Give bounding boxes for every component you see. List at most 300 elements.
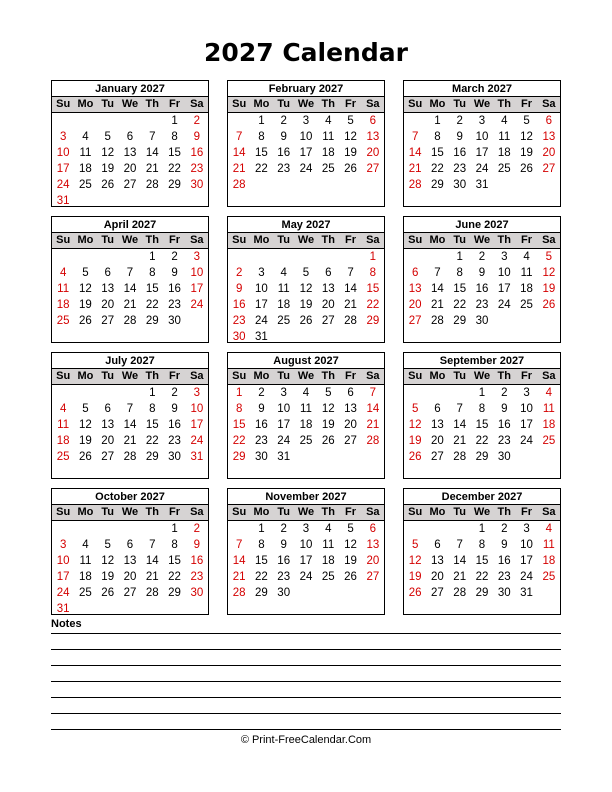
day-cell: 17: [497, 283, 511, 295]
day-cell: 18: [299, 419, 313, 431]
day-cell: 7: [149, 539, 156, 551]
day-cell: 15: [366, 283, 380, 295]
day-cell: 25: [321, 163, 335, 175]
day-cell: 21: [232, 571, 246, 583]
empty-day-cell: [228, 249, 250, 265]
day-cell: 20: [366, 555, 380, 567]
day-cell: 24: [520, 571, 533, 583]
notes-line: [51, 681, 561, 682]
day-cell: 19: [408, 571, 422, 583]
day-cell: 28: [232, 179, 246, 191]
weekday-label: Th: [145, 98, 159, 110]
day-cell: 27: [123, 587, 137, 599]
day-cell: 31: [56, 195, 70, 207]
day-cell: 14: [408, 147, 422, 159]
day-cell: 25: [56, 315, 70, 327]
day-cell: 25: [321, 571, 335, 583]
weekday-label: Mo: [77, 370, 94, 382]
day-cell: 13: [542, 131, 556, 143]
day-cell: 19: [408, 435, 422, 447]
day-cell: 4: [545, 387, 553, 399]
day-cell: 20: [344, 419, 357, 431]
day-cell: 30: [475, 315, 489, 327]
day-cell: 12: [344, 539, 357, 551]
day-grid: [404, 521, 560, 601]
day-cell: 20: [366, 147, 380, 159]
day-grid: [404, 385, 560, 465]
day-cell: 14: [145, 147, 159, 159]
day-cell: 22: [232, 435, 246, 447]
day-cell: 26: [101, 179, 115, 191]
empty-day-cell: [97, 113, 119, 129]
day-cell: 28: [344, 315, 357, 327]
day-cell: 8: [149, 403, 156, 415]
day-cell: 26: [408, 587, 422, 599]
weekday-label: We: [473, 370, 491, 382]
day-cell: 18: [79, 571, 92, 583]
weekday-label: Su: [56, 370, 71, 382]
day-cell: 25: [79, 179, 92, 191]
day-cell: 25: [520, 299, 533, 311]
day-cell: 14: [123, 419, 137, 431]
day-cell: 23: [277, 571, 291, 583]
day-cell: 25: [542, 435, 556, 447]
day-cell: 24: [255, 315, 268, 327]
day-cell: 8: [369, 267, 377, 279]
weekday-label: Th: [497, 506, 511, 518]
day-cell: 12: [520, 131, 533, 143]
day-cell: 21: [123, 435, 137, 447]
weekday-label: Th: [145, 370, 159, 382]
day-cell: 6: [126, 539, 134, 551]
day-cell: 1: [171, 523, 178, 535]
weekday-label: Mo: [429, 370, 446, 382]
weekday-header: [52, 233, 208, 249]
weekday-label: Tu: [101, 370, 115, 382]
day-grid: [228, 521, 384, 601]
day-cell: 1: [258, 115, 265, 127]
notes-line: [51, 649, 561, 650]
day-cell: 15: [232, 419, 246, 431]
day-cell: 3: [258, 267, 265, 279]
day-cell: 8: [434, 131, 441, 143]
day-cell: 4: [325, 523, 332, 535]
day-cell: 24: [497, 299, 511, 311]
day-cell: 2: [280, 523, 287, 535]
day-cell: 18: [497, 147, 511, 159]
day-cell: 3: [302, 115, 310, 127]
day-cell: 7: [411, 131, 419, 143]
day-cell: 17: [299, 147, 313, 159]
weekday-label: Th: [321, 506, 335, 518]
month-title: February 2027: [228, 81, 384, 97]
day-cell: 6: [411, 267, 419, 279]
empty-day-cell: [97, 385, 119, 401]
weekday-label: Su: [56, 234, 71, 246]
day-cell: 2: [171, 251, 178, 263]
notes-line: [51, 665, 561, 666]
day-cell: 23: [255, 435, 268, 447]
day-cell: 9: [456, 131, 463, 143]
weekday-label: Su: [408, 370, 423, 382]
day-cell: 1: [258, 523, 265, 535]
day-cell: 14: [453, 555, 467, 567]
day-cell: 24: [475, 163, 489, 175]
day-cell: 3: [280, 387, 287, 399]
day-cell: 2: [478, 251, 486, 263]
day-cell: 1: [171, 115, 178, 127]
day-cell: 21: [366, 419, 380, 431]
month-calendar-december: [403, 488, 561, 615]
weekday-label: Sa: [190, 234, 204, 246]
day-cell: 6: [434, 539, 441, 551]
day-cell: 12: [101, 147, 115, 159]
day-cell: 28: [145, 587, 159, 599]
day-cell: 2: [193, 523, 201, 535]
day-cell: 5: [411, 539, 419, 551]
weekday-label: We: [473, 506, 491, 518]
day-cell: 3: [501, 251, 508, 263]
day-cell: 24: [299, 163, 313, 175]
day-cell: 10: [520, 403, 533, 415]
day-cell: 16: [277, 555, 291, 567]
day-cell: 15: [168, 555, 181, 567]
day-cell: 12: [344, 131, 357, 143]
weekday-label: Tu: [101, 506, 115, 518]
day-cell: 5: [325, 387, 332, 399]
day-cell: 27: [123, 179, 137, 191]
day-cell: 14: [123, 283, 137, 295]
day-cell: 17: [277, 419, 291, 431]
day-cell: 19: [299, 299, 313, 311]
day-cell: 16: [277, 147, 291, 159]
day-cell: 9: [171, 267, 178, 279]
day-grid: [52, 113, 208, 209]
weekday-label: Fr: [345, 234, 357, 246]
weekday-label: Fr: [169, 234, 181, 246]
day-cell: 2: [171, 387, 178, 399]
day-cell: 11: [277, 283, 290, 295]
day-cell: 31: [255, 331, 268, 343]
weekday-header: [52, 505, 208, 521]
month-title: May 2027: [228, 217, 384, 233]
day-cell: 28: [366, 435, 380, 447]
day-cell: 26: [299, 315, 313, 327]
day-cell: 8: [235, 403, 243, 415]
empty-day-cell: [426, 385, 448, 401]
day-cell: 8: [149, 267, 156, 279]
day-cell: 4: [59, 267, 67, 279]
day-grid: [228, 249, 384, 345]
day-cell: 14: [366, 403, 380, 415]
weekday-label: Su: [232, 98, 247, 110]
day-cell: 17: [190, 283, 204, 295]
day-cell: 10: [520, 539, 533, 551]
day-cell: 7: [126, 403, 134, 415]
day-cell: 27: [344, 435, 357, 447]
day-cell: 20: [542, 147, 556, 159]
day-cell: 7: [456, 403, 463, 415]
day-cell: 20: [123, 571, 137, 583]
day-cell: 22: [453, 299, 467, 311]
day-cell: 5: [302, 267, 310, 279]
day-cell: 30: [277, 587, 291, 599]
weekday-label: Fr: [169, 98, 181, 110]
page-title: 2027 Calendar: [204, 38, 408, 67]
day-cell: 13: [408, 283, 422, 295]
day-cell: 24: [520, 435, 533, 447]
weekday-label: We: [297, 370, 315, 382]
day-cell: 18: [56, 299, 70, 311]
empty-day-cell: [74, 385, 96, 401]
day-cell: 13: [101, 419, 115, 431]
day-cell: 21: [431, 299, 444, 311]
weekday-label: Th: [145, 234, 159, 246]
day-cell: 5: [82, 403, 89, 415]
day-cell: 30: [497, 451, 511, 463]
weekday-label: Fr: [521, 98, 533, 110]
day-cell: 29: [168, 587, 181, 599]
day-cell: 5: [82, 267, 89, 279]
day-cell: 19: [79, 299, 92, 311]
day-cell: 31: [190, 451, 204, 463]
day-cell: 30: [190, 179, 204, 191]
day-cell: 26: [344, 163, 357, 175]
day-cell: 16: [190, 147, 204, 159]
day-cell: 15: [453, 283, 467, 295]
weekday-label: Mo: [253, 234, 270, 246]
day-cell: 1: [149, 251, 156, 263]
calendar-grid: [51, 80, 561, 615]
day-cell: 11: [542, 539, 555, 551]
weekday-label: Sa: [190, 98, 204, 110]
weekday-label: Tu: [277, 506, 291, 518]
day-cell: 16: [232, 299, 246, 311]
day-cell: 19: [321, 419, 335, 431]
month-calendar-october: [51, 488, 209, 615]
day-cell: 23: [475, 299, 489, 311]
day-cell: 29: [366, 315, 380, 327]
day-cell: 4: [59, 403, 67, 415]
day-cell: 21: [408, 163, 422, 175]
weekday-label: Tu: [453, 370, 467, 382]
weekday-label: Su: [232, 506, 247, 518]
weekday-label: Tu: [101, 234, 115, 246]
empty-day-cell: [228, 113, 250, 129]
month-title: November 2027: [228, 489, 384, 505]
day-cell: 15: [255, 147, 268, 159]
day-cell: 6: [325, 267, 332, 279]
day-cell: 10: [299, 539, 313, 551]
day-cell: 3: [478, 115, 486, 127]
day-cell: 29: [453, 315, 467, 327]
day-cell: 12: [101, 555, 115, 567]
footer-credit: © Print-FreeCalendar.Com: [240, 734, 372, 746]
day-cell: 15: [431, 147, 444, 159]
day-cell: 13: [366, 539, 380, 551]
day-cell: 20: [123, 163, 137, 175]
day-cell: 19: [344, 147, 357, 159]
day-cell: 29: [475, 451, 489, 463]
day-cell: 19: [79, 435, 92, 447]
empty-day-cell: [317, 249, 339, 265]
weekday-label: Su: [232, 234, 247, 246]
weekday-label: Tu: [101, 98, 115, 110]
day-cell: 28: [453, 451, 467, 463]
weekday-header: [228, 369, 384, 385]
day-cell: 15: [145, 419, 159, 431]
weekday-header: [228, 97, 384, 113]
empty-day-cell: [426, 521, 448, 537]
weekday-label: Th: [497, 98, 511, 110]
weekday-label: Mo: [77, 234, 94, 246]
weekday-label: Su: [56, 98, 71, 110]
weekday-label: Mo: [253, 370, 270, 382]
day-cell: 29: [145, 315, 159, 327]
day-cell: 9: [501, 539, 508, 551]
day-cell: 22: [255, 163, 268, 175]
day-cell: 6: [104, 267, 111, 279]
day-cell: 29: [475, 587, 489, 599]
empty-day-cell: [250, 249, 272, 265]
day-cell: 11: [57, 283, 70, 295]
day-cell: 5: [104, 539, 111, 551]
day-cell: 11: [57, 419, 70, 431]
day-cell: 16: [497, 419, 511, 431]
day-cell: 17: [520, 555, 533, 567]
day-cell: 28: [123, 315, 137, 327]
day-cell: 12: [79, 419, 92, 431]
day-cell: 21: [232, 163, 246, 175]
day-cell: 25: [56, 451, 70, 463]
day-cell: 20: [321, 299, 335, 311]
day-cell: 22: [475, 571, 489, 583]
day-cell: 22: [431, 163, 444, 175]
day-cell: 31: [520, 587, 533, 599]
month-calendar-november: [227, 488, 385, 615]
day-cell: 13: [344, 403, 357, 415]
day-cell: 6: [347, 387, 354, 399]
day-cell: 9: [280, 539, 287, 551]
day-cell: 19: [542, 283, 556, 295]
day-cell: 11: [79, 555, 92, 567]
day-cell: 27: [542, 163, 556, 175]
day-cell: 17: [190, 419, 204, 431]
empty-day-cell: [119, 113, 141, 129]
day-cell: 4: [82, 539, 89, 551]
day-cell: 13: [366, 131, 380, 143]
day-cell: 27: [431, 451, 444, 463]
weekday-header: [404, 505, 560, 521]
day-cell: 18: [79, 163, 92, 175]
day-cell: 18: [56, 435, 70, 447]
weekday-header: [404, 97, 560, 113]
weekday-label: Fr: [345, 506, 357, 518]
day-cell: 12: [408, 419, 422, 431]
day-cell: 29: [232, 451, 246, 463]
day-cell: 5: [347, 523, 354, 535]
day-cell: 2: [501, 387, 508, 399]
weekday-label: Tu: [453, 98, 467, 110]
day-cell: 10: [299, 131, 313, 143]
day-cell: 27: [408, 315, 422, 327]
empty-day-cell: [52, 113, 74, 129]
weekday-label: Fr: [521, 370, 533, 382]
day-cell: 10: [190, 267, 204, 279]
day-cell: 3: [59, 131, 67, 143]
day-cell: 13: [431, 555, 444, 567]
day-cell: 25: [542, 571, 556, 583]
day-cell: 10: [497, 267, 511, 279]
day-cell: 1: [149, 387, 156, 399]
day-cell: 10: [475, 131, 489, 143]
empty-day-cell: [141, 113, 163, 129]
day-cell: 11: [520, 267, 533, 279]
empty-day-cell: [404, 113, 426, 129]
day-cell: 6: [545, 115, 553, 127]
day-cell: 18: [277, 299, 291, 311]
day-cell: 19: [344, 555, 357, 567]
day-cell: 22: [168, 163, 181, 175]
day-cell: 20: [431, 435, 444, 447]
day-cell: 11: [498, 131, 511, 143]
weekday-label: Su: [408, 234, 423, 246]
weekday-label: Tu: [277, 234, 291, 246]
month-title: June 2027: [404, 217, 560, 233]
day-cell: 12: [299, 283, 313, 295]
day-cell: 8: [478, 539, 486, 551]
weekday-label: Fr: [345, 370, 357, 382]
day-cell: 30: [255, 451, 268, 463]
day-cell: 19: [101, 163, 115, 175]
weekday-label: Th: [497, 234, 511, 246]
day-cell: 31: [475, 179, 489, 191]
day-cell: 24: [56, 587, 70, 599]
weekday-label: Sa: [542, 370, 556, 382]
day-cell: 1: [235, 387, 243, 399]
notes-line: [51, 729, 561, 730]
weekday-label: Sa: [542, 98, 556, 110]
empty-day-cell: [119, 521, 141, 537]
weekday-label: Sa: [366, 370, 380, 382]
day-cell: 26: [344, 571, 357, 583]
day-cell: 23: [168, 435, 181, 447]
day-cell: 9: [193, 131, 201, 143]
day-cell: 13: [431, 419, 444, 431]
weekday-label: Sa: [542, 506, 556, 518]
day-cell: 22: [255, 571, 268, 583]
day-cell: 23: [190, 163, 204, 175]
day-cell: 3: [193, 387, 201, 399]
weekday-label: We: [121, 234, 139, 246]
day-cell: 16: [497, 555, 511, 567]
weekday-header: [404, 233, 560, 249]
weekday-label: Sa: [190, 370, 204, 382]
weekday-header: [52, 369, 208, 385]
day-grid: [228, 385, 384, 465]
day-cell: 27: [431, 587, 444, 599]
day-cell: 4: [302, 387, 310, 399]
weekday-label: We: [297, 98, 315, 110]
day-cell: 7: [369, 387, 377, 399]
day-cell: 18: [542, 555, 556, 567]
day-cell: 12: [542, 267, 556, 279]
day-cell: 6: [369, 115, 377, 127]
day-cell: 21: [344, 299, 357, 311]
day-cell: 12: [321, 403, 335, 415]
day-cell: 5: [411, 403, 419, 415]
day-cell: 27: [366, 163, 380, 175]
